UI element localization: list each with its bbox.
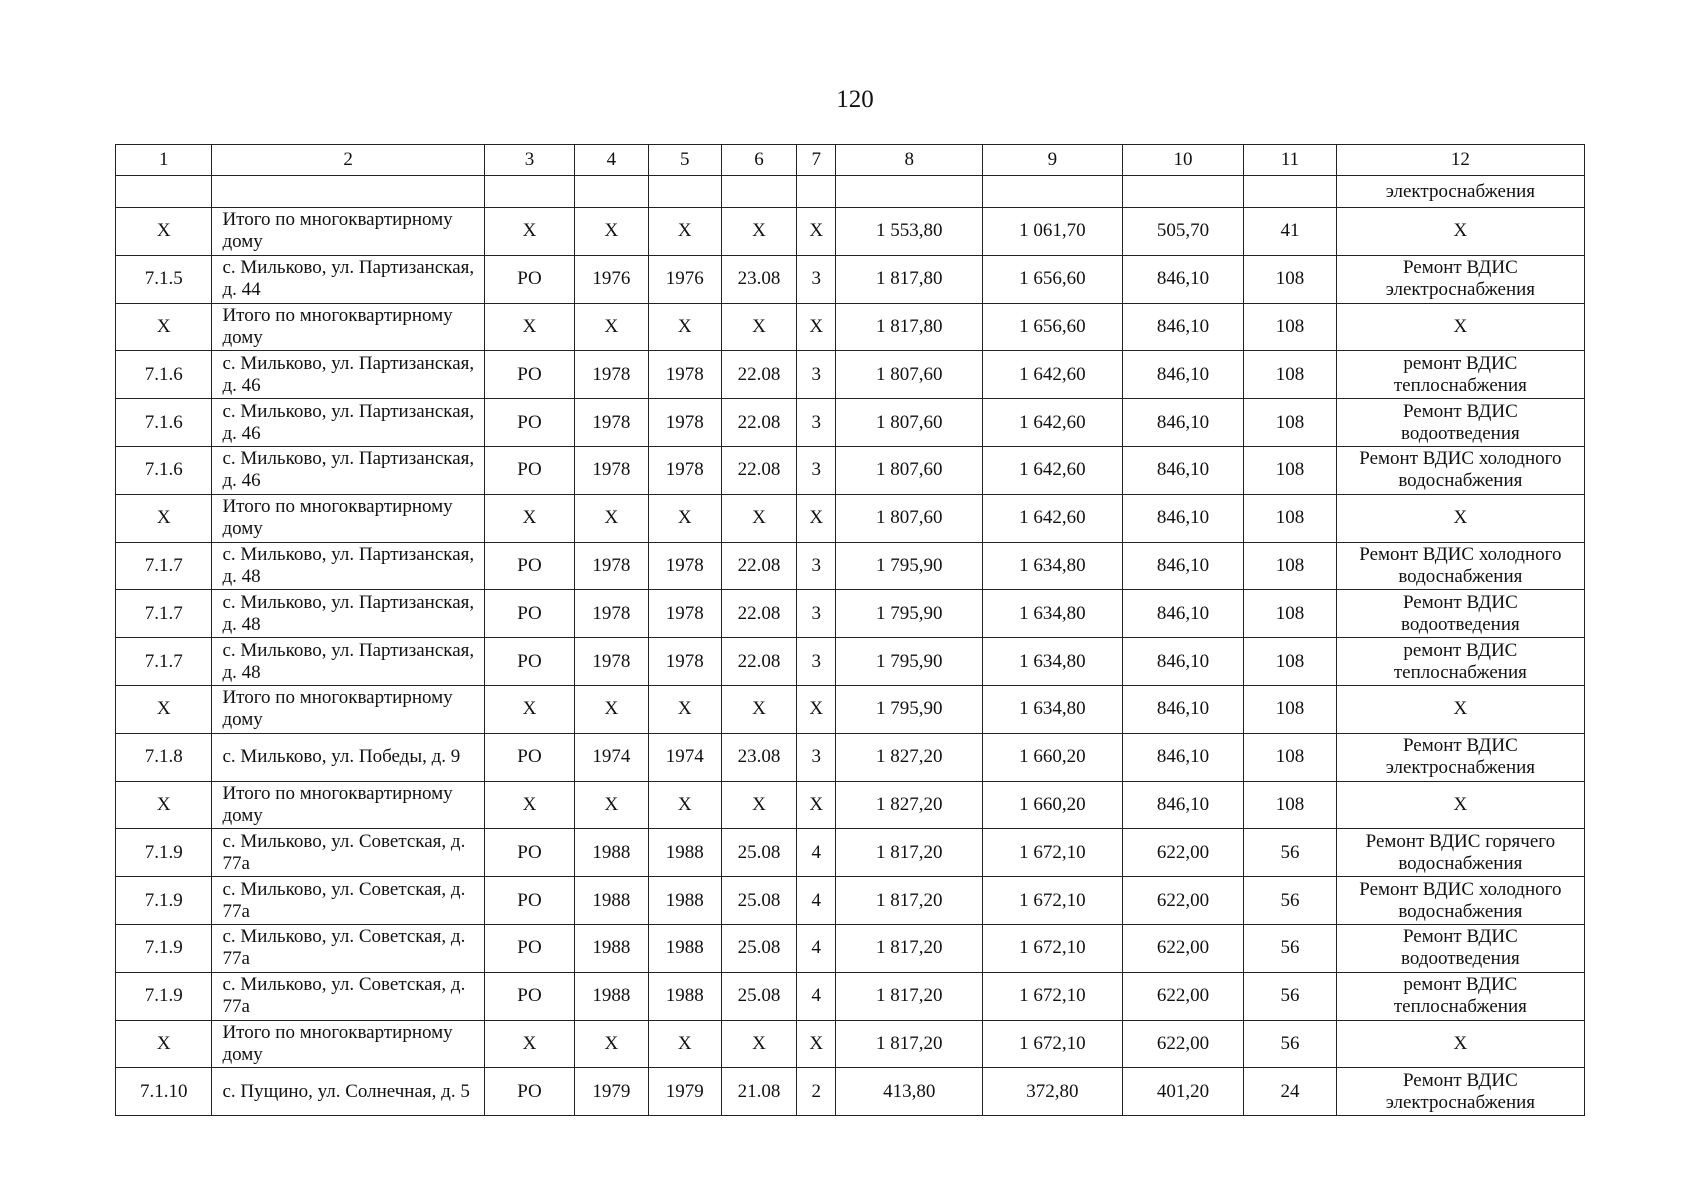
table-cell: РО: [484, 638, 574, 686]
table-cell: 1 672,10: [983, 829, 1123, 877]
table-cell: 1 827,20: [836, 733, 983, 781]
table-cell: 1 642,60: [983, 494, 1123, 542]
table-cell: РО: [484, 399, 574, 447]
header-row: [116, 145, 1585, 176]
table-cell: Х: [797, 685, 836, 733]
table-cell: с. Мильково, ул. Победы, д. 9: [212, 733, 484, 781]
continuation-row: [116, 176, 1585, 208]
table-cell: 1978: [648, 590, 721, 638]
column-header: 2: [212, 145, 484, 176]
table-cell: 1 660,20: [983, 781, 1123, 829]
table-cell: 7.1.9: [116, 877, 212, 925]
table-row: [116, 255, 1585, 303]
table-cell: 505,70: [1122, 208, 1244, 256]
table-row: [116, 685, 1585, 733]
table-cell: [575, 176, 648, 208]
table-cell: Х: [721, 685, 796, 733]
table-row: [116, 972, 1585, 1020]
table-cell: 1 817,20: [836, 877, 983, 925]
table-cell: Ремонт ВДИС электроснабжения: [1336, 733, 1584, 781]
table-cell: Х: [797, 1020, 836, 1068]
table-row: [116, 924, 1585, 972]
table-cell: 1 672,10: [983, 972, 1123, 1020]
table-cell: 1974: [575, 733, 648, 781]
table-cell: [648, 176, 721, 208]
table-cell: РО: [484, 733, 574, 781]
table-cell: 1988: [648, 972, 721, 1020]
table-cell: Ремонт ВДИС холодного водоснабжения: [1336, 877, 1584, 925]
table-cell: 1 061,70: [983, 208, 1123, 256]
table-cell: 846,10: [1122, 733, 1244, 781]
table-cell: Х: [484, 1020, 574, 1068]
table-cell: 3: [797, 733, 836, 781]
table-cell: Х: [721, 781, 796, 829]
table-cell: Х: [116, 303, 212, 351]
table-cell: с. Мильково, ул. Партизанская, д. 46: [212, 399, 484, 447]
table-cell: [212, 176, 484, 208]
table-cell: 1 642,60: [983, 399, 1123, 447]
table-cell: Х: [484, 303, 574, 351]
table-cell: [797, 176, 836, 208]
table-row: [116, 590, 1585, 638]
table-cell: 1978: [575, 351, 648, 399]
table-cell: 846,10: [1122, 542, 1244, 590]
table-cell: Ремонт ВДИС горячего водоснабжения: [1336, 829, 1584, 877]
table-row: [116, 829, 1585, 877]
table-cell: 3: [797, 542, 836, 590]
table-cell: 3: [797, 590, 836, 638]
table-cell: 7.1.7: [116, 542, 212, 590]
column-header: 6: [721, 145, 796, 176]
table-cell: 7.1.6: [116, 446, 212, 494]
table-cell: 622,00: [1122, 924, 1244, 972]
table-cell: 22.08: [721, 351, 796, 399]
table-cell: 25.08: [721, 972, 796, 1020]
table-cell: Итого по многоквартирному дому: [212, 781, 484, 829]
table-cell: с. Мильково, ул. Советская, д. 77а: [212, 829, 484, 877]
table-cell: 25.08: [721, 829, 796, 877]
table-cell: 622,00: [1122, 1020, 1244, 1068]
table-cell: Х: [575, 685, 648, 733]
table-cell: Х: [1336, 1020, 1584, 1068]
table-cell: 1 807,60: [836, 494, 983, 542]
table-cell: Х: [1336, 494, 1584, 542]
table-cell: [721, 176, 796, 208]
table-cell: 846,10: [1122, 685, 1244, 733]
table-cell: 108: [1244, 542, 1336, 590]
table-cell: Х: [797, 303, 836, 351]
table-cell: 1978: [648, 446, 721, 494]
table-cell: 1978: [648, 351, 721, 399]
table-cell: Итого по многоквартирному дому: [212, 303, 484, 351]
data-table: [115, 144, 1585, 1116]
column-header: 7: [797, 145, 836, 176]
table-cell: с. Мильково, ул. Партизанская, д. 46: [212, 446, 484, 494]
table-cell: 108: [1244, 590, 1336, 638]
table-cell: Х: [721, 208, 796, 256]
table-cell: 1 634,80: [983, 638, 1123, 686]
table-cell: 1978: [575, 638, 648, 686]
table-cell: 56: [1244, 1020, 1336, 1068]
table-cell: с. Мильково, ул. Советская, д. 77а: [212, 972, 484, 1020]
table-cell: 1 795,90: [836, 685, 983, 733]
table-cell: 846,10: [1122, 638, 1244, 686]
table-cell: Х: [116, 494, 212, 542]
table-cell: 108: [1244, 446, 1336, 494]
table-cell: 108: [1244, 494, 1336, 542]
table-cell: Х: [721, 494, 796, 542]
table-row: [116, 1020, 1585, 1068]
table-cell: с. Мильково, ул. Партизанская, д. 48: [212, 590, 484, 638]
table-cell: 22.08: [721, 638, 796, 686]
table-cell: Ремонт ВДИС водоотведения: [1336, 399, 1584, 447]
table-row: [116, 542, 1585, 590]
table-cell: 21.08: [721, 1068, 796, 1116]
table-cell: 56: [1244, 829, 1336, 877]
column-header: 10: [1122, 145, 1244, 176]
table-cell: Ремонт ВДИС холодного водоснабжения: [1336, 446, 1584, 494]
table-cell: 3: [797, 255, 836, 303]
table-row: [116, 399, 1585, 447]
table-cell: Х: [116, 208, 212, 256]
table-cell: 401,20: [1122, 1068, 1244, 1116]
table-cell: 1 817,20: [836, 829, 983, 877]
column-header: 4: [575, 145, 648, 176]
table-cell: 1988: [575, 924, 648, 972]
table-cell: РО: [484, 590, 574, 638]
table-row: [116, 494, 1585, 542]
table-cell: 108: [1244, 399, 1336, 447]
table-cell: 622,00: [1122, 877, 1244, 925]
table-cell: РО: [484, 446, 574, 494]
table-cell: 1978: [648, 399, 721, 447]
table-cell: 1 642,60: [983, 446, 1123, 494]
table-cell: 1 634,80: [983, 685, 1123, 733]
table-cell: [1122, 176, 1244, 208]
table-cell: 22.08: [721, 590, 796, 638]
table-cell: Х: [575, 781, 648, 829]
table-cell: [983, 176, 1123, 208]
table-cell: 1976: [575, 255, 648, 303]
table-cell: 1 672,10: [983, 877, 1123, 925]
table-cell: РО: [484, 972, 574, 1020]
table-cell: 56: [1244, 877, 1336, 925]
table-cell: 1976: [648, 255, 721, 303]
table-cell: ремонт ВДИС теплоснабжения: [1336, 351, 1584, 399]
table-cell: РО: [484, 829, 574, 877]
table-cell: 846,10: [1122, 781, 1244, 829]
table-row: [116, 877, 1585, 925]
table-cell: Х: [575, 1020, 648, 1068]
table-cell: Х: [721, 1020, 796, 1068]
column-header: 12: [1336, 145, 1584, 176]
table-cell: Ремонт ВДИС электроснабжения: [1336, 1068, 1584, 1116]
table-cell: 23.08: [721, 733, 796, 781]
table-cell: 846,10: [1122, 255, 1244, 303]
table-row: [116, 303, 1585, 351]
table-cell: 1978: [648, 638, 721, 686]
table-cell: 1978: [575, 590, 648, 638]
table-cell: 1979: [575, 1068, 648, 1116]
table-cell: Х: [1336, 208, 1584, 256]
table-cell: Ремонт ВДИС водоотведения: [1336, 590, 1584, 638]
table-row: [116, 351, 1585, 399]
table-cell: с. Пущино, ул. Солнечная, д. 5: [212, 1068, 484, 1116]
table-cell: 22.08: [721, 446, 796, 494]
table-row: [116, 781, 1585, 829]
table-cell: 108: [1244, 351, 1336, 399]
table-cell: 1 795,90: [836, 638, 983, 686]
table-cell: 24: [1244, 1068, 1336, 1116]
table-cell: Х: [484, 781, 574, 829]
table-cell: 1979: [648, 1068, 721, 1116]
table-cell: 1 807,60: [836, 399, 983, 447]
table-cell: 7.1.9: [116, 829, 212, 877]
table-cell: 1 795,90: [836, 542, 983, 590]
table-cell: 1974: [648, 733, 721, 781]
table-cell: 846,10: [1122, 590, 1244, 638]
table-cell: 1 817,20: [836, 972, 983, 1020]
table-cell: Х: [484, 494, 574, 542]
table-cell: 3: [797, 638, 836, 686]
table-cell: 1 817,80: [836, 303, 983, 351]
table-cell: Х: [797, 494, 836, 542]
table-cell: Х: [575, 303, 648, 351]
table-cell: 4: [797, 829, 836, 877]
column-header: 5: [648, 145, 721, 176]
table-cell: 1988: [575, 972, 648, 1020]
table-cell: 25.08: [721, 924, 796, 972]
table-cell: 846,10: [1122, 399, 1244, 447]
table-cell: 1 817,20: [836, 1020, 983, 1068]
table-cell: 1 817,20: [836, 924, 983, 972]
table-cell: 7.1.7: [116, 590, 212, 638]
table-cell: Х: [648, 494, 721, 542]
table-row: [116, 446, 1585, 494]
table-cell: РО: [484, 351, 574, 399]
table-cell: 1 553,80: [836, 208, 983, 256]
table-cell: 22.08: [721, 399, 796, 447]
table-cell: Х: [575, 208, 648, 256]
table-cell: 23.08: [721, 255, 796, 303]
table-cell: 7.1.7: [116, 638, 212, 686]
table-cell: Х: [1336, 781, 1584, 829]
table-row: [116, 1068, 1585, 1116]
table-cell: Итого по многоквартирному дому: [212, 1020, 484, 1068]
table-cell: 1988: [575, 829, 648, 877]
table-cell: РО: [484, 255, 574, 303]
table-cell: 372,80: [983, 1068, 1123, 1116]
table-cell: 1 672,10: [983, 1020, 1123, 1068]
table-cell: Х: [648, 303, 721, 351]
table-cell: с. Мильково, ул. Советская, д. 77а: [212, 924, 484, 972]
table-cell: РО: [484, 877, 574, 925]
table-cell: 1 634,80: [983, 542, 1123, 590]
table-cell: [1244, 176, 1336, 208]
table-cell: 846,10: [1122, 303, 1244, 351]
table-cell: Итого по многоквартирному дому: [212, 685, 484, 733]
table-row: [116, 208, 1585, 256]
table-cell: 1988: [648, 829, 721, 877]
table-cell: Х: [797, 781, 836, 829]
table-cell: [484, 176, 574, 208]
table-cell: 1 672,10: [983, 924, 1123, 972]
table-cell: с. Мильково, ул. Партизанская, д. 48: [212, 542, 484, 590]
table-cell: 108: [1244, 255, 1336, 303]
table-cell: с. Мильково, ул. Партизанская, д. 48: [212, 638, 484, 686]
table-cell: 4: [797, 972, 836, 1020]
table-cell: 108: [1244, 303, 1336, 351]
table-cell: Х: [116, 781, 212, 829]
table-cell: 1 807,60: [836, 351, 983, 399]
table-cell: 1978: [575, 399, 648, 447]
page-number: 120: [836, 86, 874, 113]
table-cell: 622,00: [1122, 829, 1244, 877]
table-cell: 1 660,20: [983, 733, 1123, 781]
table-cell: Ремонт ВДИС водоотведения: [1336, 924, 1584, 972]
table-cell: 1988: [648, 924, 721, 972]
table-cell: Х: [721, 303, 796, 351]
table-cell: РО: [484, 924, 574, 972]
table-cell: Х: [648, 685, 721, 733]
table-cell: 3: [797, 446, 836, 494]
table-cell: 3: [797, 399, 836, 447]
table-cell: 1 807,60: [836, 446, 983, 494]
table-cell: 7.1.6: [116, 399, 212, 447]
table-cell: 1978: [575, 542, 648, 590]
table-cell: 4: [797, 877, 836, 925]
table-cell: 22.08: [721, 542, 796, 590]
table-cell: РО: [484, 542, 574, 590]
table-cell: 846,10: [1122, 351, 1244, 399]
table-cell: 846,10: [1122, 494, 1244, 542]
table-cell: 7.1.8: [116, 733, 212, 781]
table-cell: Ремонт ВДИС холодного водоснабжения: [1336, 542, 1584, 590]
table-cell: 1 656,60: [983, 255, 1123, 303]
table-cell: Х: [116, 685, 212, 733]
table-cell: РО: [484, 1068, 574, 1116]
table-cell: 1 795,90: [836, 590, 983, 638]
table-cell: 2: [797, 1068, 836, 1116]
table-cell: 7.1.6: [116, 351, 212, 399]
column-header: 3: [484, 145, 574, 176]
table-cell: с. Мильково, ул. Партизанская, д. 44: [212, 255, 484, 303]
table-cell: 108: [1244, 638, 1336, 686]
table-cell: 56: [1244, 924, 1336, 972]
table-cell: 622,00: [1122, 972, 1244, 1020]
table-cell: 3: [797, 351, 836, 399]
table-cell: 1978: [648, 542, 721, 590]
table-cell: [116, 176, 212, 208]
table-cell: 1 827,20: [836, 781, 983, 829]
table-row: [116, 733, 1585, 781]
table-cell: 108: [1244, 781, 1336, 829]
table-cell: с. Мильково, ул. Советская, д. 77а: [212, 877, 484, 925]
table-cell: 1 817,80: [836, 255, 983, 303]
table-cell: Итого по многоквартирному дому: [212, 494, 484, 542]
table-cell: 1 642,60: [983, 351, 1123, 399]
table-cell: Х: [1336, 685, 1584, 733]
column-header: 11: [1244, 145, 1336, 176]
table-cell: 846,10: [1122, 446, 1244, 494]
table-cell: с. Мильково, ул. Партизанская, д. 46: [212, 351, 484, 399]
table-cell: Х: [648, 781, 721, 829]
table-cell: 413,80: [836, 1068, 983, 1116]
column-header: 8: [836, 145, 983, 176]
table-cell: 41: [1244, 208, 1336, 256]
table-cell: ремонт ВДИС теплоснабжения: [1336, 972, 1584, 1020]
table-cell: [836, 176, 983, 208]
table-cell: 1988: [575, 877, 648, 925]
table-cell: 7.1.5: [116, 255, 212, 303]
table-cell: 25.08: [721, 877, 796, 925]
table-row: [116, 638, 1585, 686]
table-cell: 1 634,80: [983, 590, 1123, 638]
table-cell: Итого по многоквартирному дому: [212, 208, 484, 256]
table-cell: электроснабжения: [1336, 176, 1584, 208]
table-cell: 1988: [648, 877, 721, 925]
table-cell: Х: [484, 208, 574, 256]
table-cell: 7.1.10: [116, 1068, 212, 1116]
table-cell: Х: [484, 685, 574, 733]
table-cell: 4: [797, 924, 836, 972]
table-cell: Х: [648, 1020, 721, 1068]
table-cell: 1 656,60: [983, 303, 1123, 351]
table-cell: Х: [1336, 303, 1584, 351]
column-header: 9: [983, 145, 1123, 176]
table-cell: 56: [1244, 972, 1336, 1020]
table-cell: 7.1.9: [116, 924, 212, 972]
column-header: 1: [116, 145, 212, 176]
table-cell: 108: [1244, 733, 1336, 781]
table-cell: 1978: [575, 446, 648, 494]
table-cell: Х: [116, 1020, 212, 1068]
table-cell: Ремонт ВДИС электроснабжения: [1336, 255, 1584, 303]
table-cell: ремонт ВДИС теплоснабжения: [1336, 638, 1584, 686]
table-cell: Х: [575, 494, 648, 542]
table-cell: Х: [648, 208, 721, 256]
table-cell: 108: [1244, 685, 1336, 733]
table-cell: 7.1.9: [116, 972, 212, 1020]
table-cell: Х: [797, 208, 836, 256]
